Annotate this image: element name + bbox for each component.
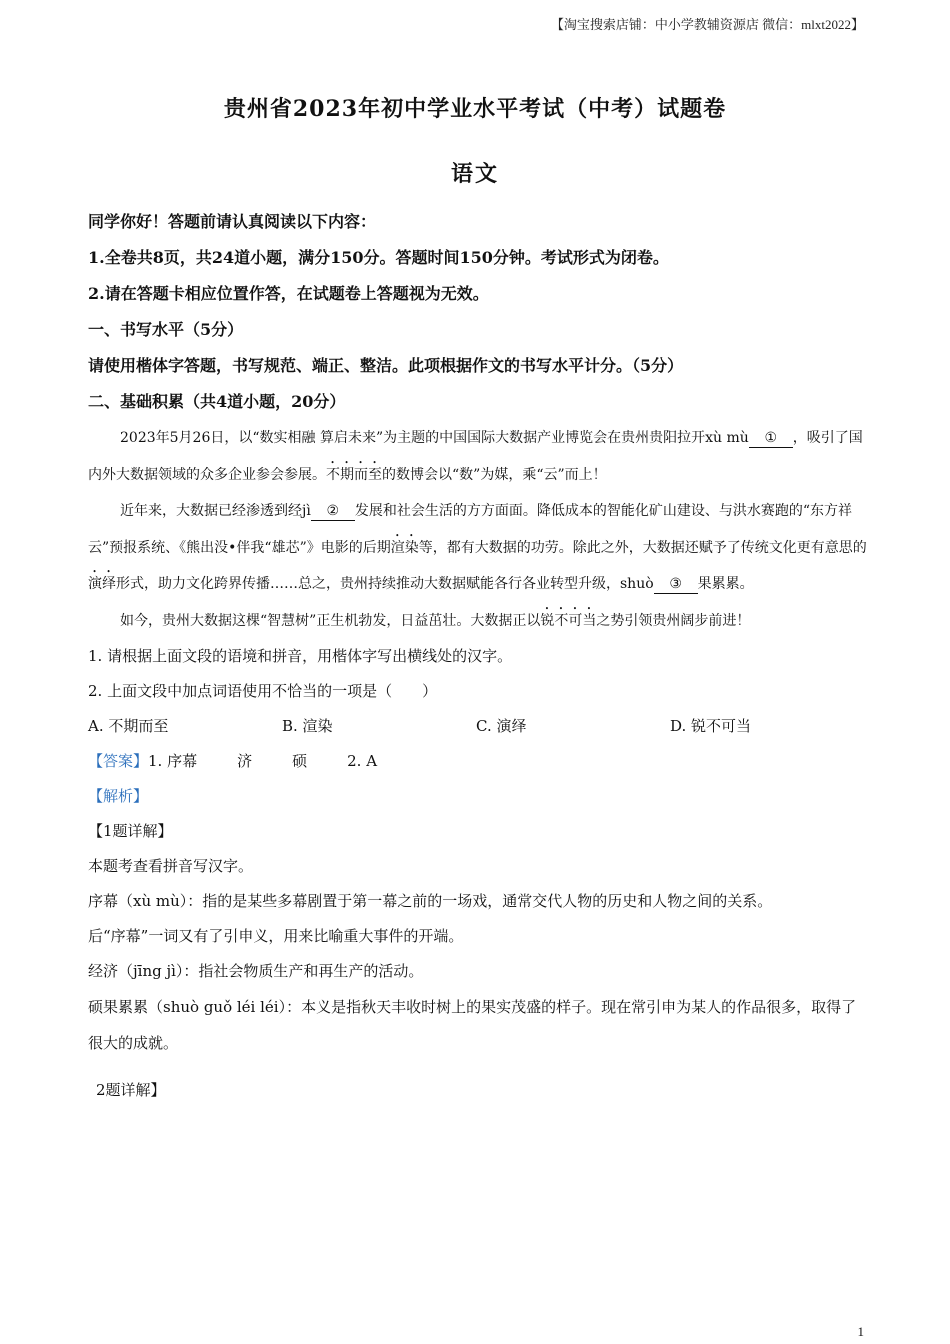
subject-title: 语文 [450, 161, 499, 187]
passage-text: 如今，贵州大数据这棵“智慧树”正生机勃发，日益茁壮。大数据正以 [120, 612, 541, 629]
passage-text: 形式，助力文化跨界传播……总之，贵州持续推动大数据赋能各行各业转型升级，shuò [116, 576, 654, 592]
answer-item: 硕 [292, 752, 308, 770]
option-c: C. 演绎 [476, 717, 527, 735]
section1-text: 请使用楷体字答题，书写规范、端正、整洁。此项根据作文的书写水平计分。（5分） [88, 356, 684, 375]
analysis-tag: 【解析】 [88, 787, 149, 805]
passage-paragraph-2 [88, 493, 868, 603]
dotted-word: 渲染 [390, 539, 419, 556]
passage-text: 等，都有大数据的功劳。除此之外，大数据还赋予了传统文化更有意思的 [418, 539, 867, 556]
explanation-line: 硕果累累（shuò guǒ léi léi）：本义是指秋天丰收时树上的果实茂盛的样子。现在常引申为某人的作品很多，取得了很大的成就。 [88, 998, 857, 1052]
explanation-line: 本题考查看拼音写汉字。 [88, 857, 254, 875]
blank-1: ① [749, 429, 793, 448]
dotted-word: 锐不可当 [540, 612, 597, 629]
explanation-line: 序幕（xù mù）：指的是某些多幕剧置于第一幕之前的一场戏，通常交代人物的历史和人物之间的关系。 [88, 892, 773, 910]
explanation-line: 经济（jīng jì）：指社会物质生产和再生产的活动。 [88, 962, 424, 980]
explanation-line: 后“序幕”一词又有了引申义，用来比喻重大事件的开端。 [88, 927, 464, 945]
instruction-intro: 同学你好！答题前请认真阅读以下内容： [88, 212, 377, 231]
page-title: 贵州省2023年初中学业水平考试（中考）试题卷 [223, 96, 727, 122]
instruction-2: 2.请在答题卡相应位置作答，在试题卷上答题视为无效。 [88, 284, 489, 303]
section2-heading: 二、基础积累（共4道小题，20分） [88, 392, 346, 411]
option-d: D. 锐不可当 [670, 717, 752, 735]
passage-text: 的数博会以“数”为媒，乘“云”而上！ [382, 466, 607, 483]
answer-line [88, 744, 868, 779]
question-1: 1. 请根据上面文段的语境和拼音，用楷体字写出横线处的汉字。 [88, 647, 513, 665]
page-number: 1 [857, 1324, 864, 1339]
question-2: 2. 上面文段中加点词语使用不恰当的一项是（ ） [88, 682, 438, 700]
answer-item: 2. A [347, 752, 378, 770]
passage-paragraph-3 [88, 603, 868, 640]
section1-heading: 一、书写水平（5分） [88, 320, 244, 339]
passage-text: 果累累。 [697, 576, 754, 592]
passage-paragraph-1 [88, 420, 868, 493]
answer-item: 济 [237, 752, 253, 770]
instruction-1: 1.全卷共8页，共24道小题，满分150分。答题时间150分钟。考试形式为闭卷。 [88, 248, 669, 267]
document-body [88, 204, 868, 1108]
dotted-word: 演绎 [88, 576, 116, 592]
passage-text: ，吸引了国内外大数据领域的众多企业参会参展。 [88, 430, 863, 483]
blank-2: ② [311, 502, 355, 521]
detail-1-tag: 【1题详解】 [88, 822, 173, 840]
passage-text: 近年来，大数据已经渗透到经jì [120, 503, 311, 519]
option-b: B. 渲染 [282, 717, 333, 735]
passage-text: 2023年5月26日，以“数实相融 算启未来”为主题的中国国际大数据产业博览会在贵州贵阳拉开xù mù [120, 430, 749, 446]
dotted-word: 不期而至 [326, 466, 382, 483]
answer-item: 1. 序幕 [148, 752, 198, 770]
answer-tag: 【答案】 [88, 752, 149, 770]
blank-3: ③ [654, 575, 698, 594]
passage-text: 发展和社会生活的方方面面。降低成本的智能化矿山建设、与洪水赛跑的“东方祥云”预报系统、《熊出没•伴我“雄芯”》电影的后期 [88, 503, 852, 556]
question-2-options [88, 709, 868, 744]
header-note: 【淘宝搜索店铺：中小学教辅资源店 微信：mlxt2022】 [550, 17, 864, 32]
detail-2-tag: 2题详解】 [96, 1081, 166, 1099]
passage-text: 之势引领贵州阔步前进！ [596, 612, 751, 629]
option-a: A. 不期而至 [88, 717, 169, 735]
